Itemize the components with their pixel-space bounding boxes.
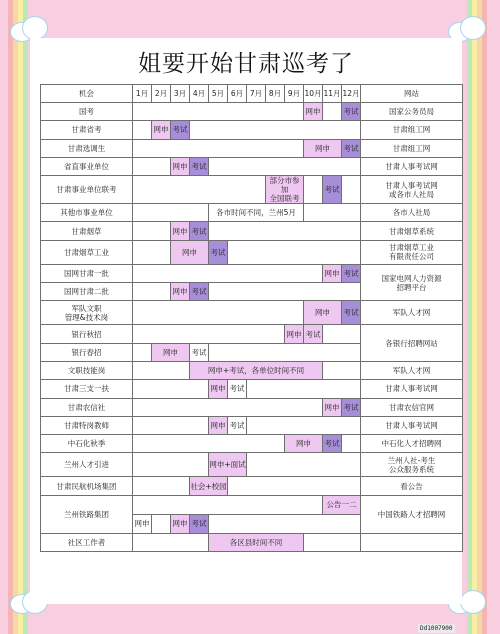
empty-cell [133, 380, 209, 398]
table-row [41, 301, 463, 325]
row-site [361, 533, 463, 551]
schedule-cell: 考试 [342, 301, 361, 325]
empty-cell [228, 477, 361, 495]
empty-cell [247, 453, 361, 477]
schedule-cell: 考试 [228, 380, 247, 398]
empty-cell [133, 264, 323, 282]
empty-cell [133, 398, 323, 416]
row-name: 兰州人才引进 [41, 453, 133, 477]
row-name: 文职技能岗 [41, 361, 133, 379]
schedule-cell: 考试 [190, 283, 209, 301]
row-name: 军队文职 管理&技术岗 [41, 301, 133, 325]
table-row [41, 325, 463, 343]
schedule-cell: 考试 [342, 398, 361, 416]
row-name: 甘肃民航机场集团 [41, 477, 133, 495]
header-month: 3月 [171, 85, 190, 103]
table-row [41, 222, 463, 240]
empty-cell [209, 514, 361, 533]
schedule-cell: 网申 [152, 343, 190, 361]
schedule-cell: 网申 [285, 435, 323, 453]
row-site: 各银行招聘网站 [361, 325, 463, 362]
empty-cell [133, 325, 285, 343]
schedule-cell: 考试 [190, 222, 209, 240]
empty-cell [133, 361, 190, 379]
row-name: 甘肃省考 [41, 121, 133, 139]
empty-cell [228, 240, 361, 264]
empty-cell [247, 380, 361, 398]
row-name: 国考 [41, 103, 133, 121]
empty-cell [342, 435, 361, 453]
row-name: 银行秋招 [41, 325, 133, 343]
table-row [41, 477, 463, 495]
table-row [41, 176, 463, 204]
empty-cell [133, 495, 323, 514]
table-row [41, 240, 463, 264]
header-month: 7月 [247, 85, 266, 103]
header-row [41, 85, 463, 103]
schedule-cell: 考试 [342, 264, 361, 282]
header-month: 1月 [133, 85, 152, 103]
empty-cell [133, 204, 209, 222]
row-name: 甘肃特岗教师 [41, 416, 133, 434]
row-site: 甘肃烟草工业 有限责任公司 [361, 240, 463, 264]
header-month: 11月 [323, 85, 342, 103]
schedule-cell: 考试 [342, 139, 361, 157]
row-name: 社区工作者 [41, 533, 133, 551]
row-name: 中石化秋季 [41, 435, 133, 453]
empty-cell [304, 533, 361, 551]
empty-cell [133, 222, 171, 240]
row-site: 甘肃农信官网 [361, 398, 463, 416]
schedule-cell: 考试 [228, 416, 247, 434]
watermark-code: Dd1007900 [420, 625, 453, 632]
row-name: 甘肃事业单位联考 [41, 176, 133, 204]
row-site: 各市人社局 [361, 204, 463, 222]
header-month: 5月 [209, 85, 228, 103]
row-name: 甘肃三支一扶 [41, 380, 133, 398]
schedule-sheet [30, 38, 462, 632]
row-site: 看公告 [361, 477, 463, 495]
schedule-cell: 网申 [171, 283, 190, 301]
header-month: 12月 [342, 85, 361, 103]
empty-cell [209, 222, 361, 240]
row-site: 中国铁路人才招聘网 [361, 495, 463, 533]
schedule-cell: 网申 [133, 514, 152, 533]
row-site: 甘肃人事考试网 或各市人社局 [361, 176, 463, 204]
schedule-cell: 考试 [190, 157, 209, 175]
schedule-cell: 考试 [304, 325, 323, 343]
empty-cell [133, 477, 190, 495]
empty-cell [190, 121, 361, 139]
row-site: 甘肃组工网 [361, 121, 463, 139]
schedule-cell: 各区县时间不同 [209, 533, 304, 551]
header-site: 网站 [361, 85, 463, 103]
schedule-cell: 网申 [171, 514, 190, 533]
empty-cell [133, 139, 304, 157]
schedule-cell: 网申+考试，各单位时间不同 [190, 361, 323, 379]
schedule-cell: 网申 [171, 157, 190, 175]
row-site: 甘肃烟草系统 [361, 222, 463, 240]
row-site: 甘肃人事考试网 [361, 380, 463, 398]
schedule-cell: 网申 [304, 139, 342, 157]
schedule-cell: 网申 [209, 380, 228, 398]
header-month: 10月 [304, 85, 323, 103]
schedule-cell: 网申 [304, 301, 342, 325]
schedule-cell: 考试 [171, 121, 190, 139]
table-row [41, 398, 463, 416]
table-row [41, 435, 463, 453]
schedule-cell: 各市时间不同，兰州5月 [209, 204, 304, 222]
schedule-cell: 网申 [285, 325, 304, 343]
empty-cell [133, 103, 304, 121]
header-month: 9月 [285, 85, 304, 103]
row-name: 甘肃农信社 [41, 398, 133, 416]
header-month: 2月 [152, 85, 171, 103]
table-row [41, 380, 463, 398]
empty-cell [323, 325, 361, 343]
table-row [41, 416, 463, 434]
schedule-cell: 考试 [190, 514, 209, 533]
empty-cell [133, 533, 209, 551]
empty-cell [209, 343, 361, 361]
row-site: 兰州人社-考生 公众服务系统 [361, 453, 463, 477]
schedule-cell: 考试 [323, 435, 342, 453]
header-agency: 机会 [41, 85, 133, 103]
row-site: 中石化人才招聘网 [361, 435, 463, 453]
row-site: 甘肃人事考试网 [361, 157, 463, 175]
empty-cell [304, 176, 323, 204]
row-site: 国家公务员局 [361, 103, 463, 121]
table-row [41, 533, 463, 551]
row-name: 兰州铁路集团 [41, 495, 133, 533]
empty-cell [209, 283, 361, 301]
empty-cell [133, 416, 209, 434]
table-row [41, 453, 463, 477]
empty-cell [133, 301, 304, 325]
table-row [41, 103, 463, 121]
table-row [41, 121, 463, 139]
row-name: 甘肃烟草 [41, 222, 133, 240]
empty-cell [304, 204, 361, 222]
row-name: 银行春招 [41, 343, 133, 361]
empty-cell [133, 453, 209, 477]
schedule-cell [323, 103, 342, 121]
schedule-cell: 考试 [323, 176, 342, 204]
header-month: 6月 [228, 85, 247, 103]
table-row [41, 204, 463, 222]
table-row [41, 157, 463, 175]
schedule-cell: 网申 [209, 416, 228, 434]
empty-cell [247, 416, 361, 434]
table-row [41, 264, 463, 282]
empty-cell [133, 240, 171, 264]
empty-cell [323, 361, 361, 379]
schedule-cell: 网申 [323, 398, 342, 416]
page-title: 姐要开始甘肃巡考了 [138, 51, 354, 77]
schedule-cell: 考试 [342, 103, 361, 121]
row-site: 甘肃人事考试网 [361, 416, 463, 434]
empty-cell [133, 283, 171, 301]
empty-cell [133, 176, 266, 204]
row-site: 国家电网人力资源 招聘平台 [361, 264, 463, 301]
empty-cell [133, 343, 152, 361]
row-name: 甘肃选调生 [41, 139, 133, 157]
schedule-cell: 网申 [323, 264, 342, 282]
empty-cell [133, 157, 171, 175]
empty-cell [209, 157, 361, 175]
table-row [41, 495, 463, 514]
table-row [41, 361, 463, 379]
schedule-cell: 网申 [152, 121, 171, 139]
schedule-cell: 考试 [190, 343, 209, 361]
schedule-cell: 公告一二 [323, 495, 361, 514]
table-row [41, 139, 463, 157]
row-name: 国网甘肃二批 [41, 283, 133, 301]
schedule-cell: 网申+面试 [209, 453, 247, 477]
schedule-cell: 部分市参加 全国联考 [266, 176, 304, 204]
empty-cell [342, 176, 361, 204]
row-site: 甘肃组工网 [361, 139, 463, 157]
header-month: 4月 [190, 85, 209, 103]
schedule-cell: 网申 [304, 103, 323, 121]
row-site: 军队人才网 [361, 301, 463, 325]
exam-schedule-table [40, 84, 463, 552]
row-site: 军队人才网 [361, 361, 463, 379]
empty-cell [133, 435, 285, 453]
schedule-cell: 网申 [171, 222, 190, 240]
schedule-cell: 网申 [171, 240, 209, 264]
header-month: 8月 [266, 85, 285, 103]
row-name: 国网甘肃一批 [41, 264, 133, 282]
row-name: 省直事业单位 [41, 157, 133, 175]
row-name: 其他市事业单位 [41, 204, 133, 222]
schedule-cell: 考试 [209, 240, 228, 264]
schedule-cell: 社会+校园 [190, 477, 228, 495]
row-name: 甘肃烟草工业 [41, 240, 133, 264]
schedule-cell [152, 514, 171, 533]
empty-cell [133, 121, 152, 139]
